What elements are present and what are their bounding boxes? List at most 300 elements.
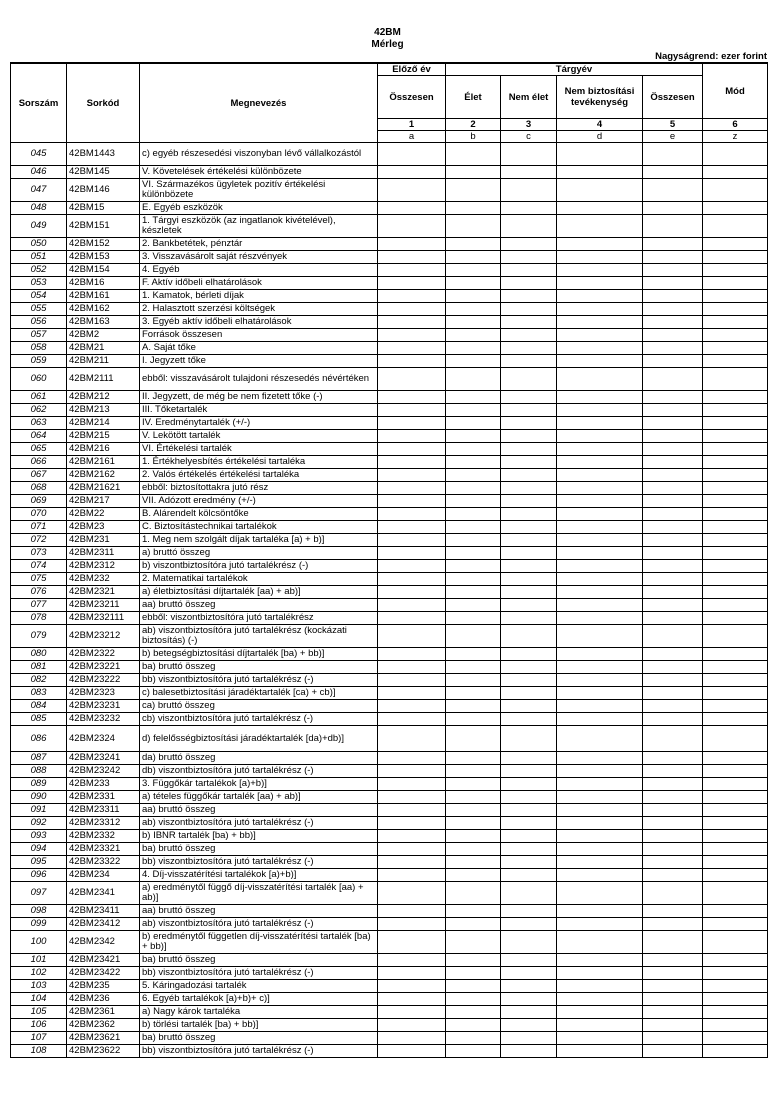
value-cell-b[interactable] — [446, 143, 501, 166]
value-cell-z[interactable] — [703, 342, 768, 355]
value-cell-d[interactable] — [557, 238, 643, 251]
value-cell-b[interactable] — [446, 316, 501, 329]
value-cell-z[interactable] — [703, 882, 768, 905]
value-cell-c[interactable] — [501, 495, 557, 508]
value-cell-z[interactable] — [703, 166, 768, 179]
value-cell-z[interactable] — [703, 612, 768, 625]
value-cell-e[interactable] — [643, 430, 703, 443]
value-cell-c[interactable] — [501, 417, 557, 430]
value-cell-a[interactable] — [378, 967, 446, 980]
value-cell-z[interactable] — [703, 674, 768, 687]
value-cell-a[interactable] — [378, 355, 446, 368]
value-cell-e[interactable] — [643, 368, 703, 391]
value-cell-d[interactable] — [557, 277, 643, 290]
value-cell-d[interactable] — [557, 417, 643, 430]
value-cell-a[interactable] — [378, 674, 446, 687]
value-cell-d[interactable] — [557, 830, 643, 843]
value-cell-c[interactable] — [501, 202, 557, 215]
value-cell-a[interactable] — [378, 456, 446, 469]
value-cell-z[interactable] — [703, 277, 768, 290]
value-cell-a[interactable] — [378, 508, 446, 521]
value-cell-c[interactable] — [501, 905, 557, 918]
value-cell-c[interactable] — [501, 869, 557, 882]
value-cell-d[interactable] — [557, 843, 643, 856]
value-cell-c[interactable] — [501, 778, 557, 791]
value-cell-a[interactable] — [378, 404, 446, 417]
value-cell-b[interactable] — [446, 469, 501, 482]
value-cell-b[interactable] — [446, 713, 501, 726]
value-cell-b[interactable] — [446, 508, 501, 521]
value-cell-a[interactable] — [378, 469, 446, 482]
value-cell-d[interactable] — [557, 980, 643, 993]
value-cell-b[interactable] — [446, 521, 501, 534]
value-cell-c[interactable] — [501, 329, 557, 342]
value-cell-e[interactable] — [643, 687, 703, 700]
value-cell-d[interactable] — [557, 674, 643, 687]
value-cell-a[interactable] — [378, 882, 446, 905]
value-cell-b[interactable] — [446, 817, 501, 830]
value-cell-c[interactable] — [501, 625, 557, 648]
value-cell-z[interactable] — [703, 215, 768, 238]
value-cell-b[interactable] — [446, 599, 501, 612]
value-cell-d[interactable] — [557, 661, 643, 674]
value-cell-b[interactable] — [446, 417, 501, 430]
value-cell-d[interactable] — [557, 303, 643, 316]
value-cell-d[interactable] — [557, 967, 643, 980]
value-cell-a[interactable] — [378, 830, 446, 843]
value-cell-c[interactable] — [501, 752, 557, 765]
value-cell-c[interactable] — [501, 482, 557, 495]
value-cell-c[interactable] — [501, 882, 557, 905]
value-cell-a[interactable] — [378, 303, 446, 316]
value-cell-e[interactable] — [643, 560, 703, 573]
value-cell-c[interactable] — [501, 547, 557, 560]
value-cell-b[interactable] — [446, 1006, 501, 1019]
value-cell-a[interactable] — [378, 166, 446, 179]
value-cell-e[interactable] — [643, 417, 703, 430]
value-cell-a[interactable] — [378, 143, 446, 166]
value-cell-d[interactable] — [557, 918, 643, 931]
value-cell-z[interactable] — [703, 521, 768, 534]
value-cell-e[interactable] — [643, 967, 703, 980]
value-cell-a[interactable] — [378, 1019, 446, 1032]
value-cell-a[interactable] — [378, 534, 446, 547]
value-cell-b[interactable] — [446, 355, 501, 368]
value-cell-a[interactable] — [378, 993, 446, 1006]
value-cell-d[interactable] — [557, 391, 643, 404]
value-cell-e[interactable] — [643, 482, 703, 495]
value-cell-a[interactable] — [378, 586, 446, 599]
value-cell-z[interactable] — [703, 830, 768, 843]
value-cell-a[interactable] — [378, 1045, 446, 1058]
value-cell-e[interactable] — [643, 469, 703, 482]
value-cell-a[interactable] — [378, 417, 446, 430]
value-cell-b[interactable] — [446, 1045, 501, 1058]
value-cell-z[interactable] — [703, 804, 768, 817]
value-cell-e[interactable] — [643, 534, 703, 547]
value-cell-b[interactable] — [446, 202, 501, 215]
value-cell-d[interactable] — [557, 954, 643, 967]
value-cell-a[interactable] — [378, 856, 446, 869]
value-cell-c[interactable] — [501, 368, 557, 391]
value-cell-d[interactable] — [557, 612, 643, 625]
value-cell-z[interactable] — [703, 508, 768, 521]
value-cell-b[interactable] — [446, 612, 501, 625]
value-cell-b[interactable] — [446, 869, 501, 882]
value-cell-z[interactable] — [703, 791, 768, 804]
value-cell-b[interactable] — [446, 251, 501, 264]
value-cell-a[interactable] — [378, 290, 446, 303]
value-cell-c[interactable] — [501, 661, 557, 674]
value-cell-c[interactable] — [501, 456, 557, 469]
value-cell-e[interactable] — [643, 648, 703, 661]
value-cell-b[interactable] — [446, 700, 501, 713]
value-cell-e[interactable] — [643, 625, 703, 648]
value-cell-d[interactable] — [557, 368, 643, 391]
value-cell-d[interactable] — [557, 1032, 643, 1045]
value-cell-c[interactable] — [501, 954, 557, 967]
value-cell-e[interactable] — [643, 547, 703, 560]
value-cell-e[interactable] — [643, 215, 703, 238]
value-cell-c[interactable] — [501, 508, 557, 521]
value-cell-b[interactable] — [446, 329, 501, 342]
value-cell-z[interactable] — [703, 967, 768, 980]
value-cell-z[interactable] — [703, 202, 768, 215]
value-cell-d[interactable] — [557, 905, 643, 918]
value-cell-z[interactable] — [703, 495, 768, 508]
value-cell-e[interactable] — [643, 661, 703, 674]
value-cell-z[interactable] — [703, 625, 768, 648]
value-cell-c[interactable] — [501, 1032, 557, 1045]
value-cell-d[interactable] — [557, 599, 643, 612]
value-cell-e[interactable] — [643, 856, 703, 869]
value-cell-c[interactable] — [501, 143, 557, 166]
value-cell-d[interactable] — [557, 856, 643, 869]
value-cell-a[interactable] — [378, 843, 446, 856]
value-cell-a[interactable] — [378, 573, 446, 586]
value-cell-e[interactable] — [643, 495, 703, 508]
value-cell-z[interactable] — [703, 264, 768, 277]
value-cell-e[interactable] — [643, 931, 703, 954]
value-cell-d[interactable] — [557, 482, 643, 495]
value-cell-z[interactable] — [703, 573, 768, 586]
value-cell-d[interactable] — [557, 931, 643, 954]
value-cell-b[interactable] — [446, 443, 501, 456]
value-cell-d[interactable] — [557, 713, 643, 726]
value-cell-z[interactable] — [703, 179, 768, 202]
value-cell-d[interactable] — [557, 342, 643, 355]
value-cell-a[interactable] — [378, 430, 446, 443]
value-cell-d[interactable] — [557, 882, 643, 905]
value-cell-b[interactable] — [446, 1019, 501, 1032]
value-cell-b[interactable] — [446, 215, 501, 238]
value-cell-e[interactable] — [643, 290, 703, 303]
value-cell-d[interactable] — [557, 251, 643, 264]
value-cell-b[interactable] — [446, 967, 501, 980]
value-cell-d[interactable] — [557, 143, 643, 166]
value-cell-e[interactable] — [643, 264, 703, 277]
value-cell-a[interactable] — [378, 391, 446, 404]
value-cell-a[interactable] — [378, 342, 446, 355]
value-cell-d[interactable] — [557, 648, 643, 661]
value-cell-a[interactable] — [378, 765, 446, 778]
value-cell-z[interactable] — [703, 391, 768, 404]
value-cell-b[interactable] — [446, 830, 501, 843]
value-cell-b[interactable] — [446, 482, 501, 495]
value-cell-z[interactable] — [703, 778, 768, 791]
value-cell-e[interactable] — [643, 342, 703, 355]
value-cell-d[interactable] — [557, 508, 643, 521]
value-cell-b[interactable] — [446, 547, 501, 560]
value-cell-d[interactable] — [557, 404, 643, 417]
value-cell-e[interactable] — [643, 599, 703, 612]
value-cell-a[interactable] — [378, 264, 446, 277]
value-cell-c[interactable] — [501, 430, 557, 443]
value-cell-c[interactable] — [501, 1019, 557, 1032]
value-cell-z[interactable] — [703, 843, 768, 856]
value-cell-d[interactable] — [557, 264, 643, 277]
value-cell-d[interactable] — [557, 573, 643, 586]
value-cell-a[interactable] — [378, 495, 446, 508]
value-cell-a[interactable] — [378, 804, 446, 817]
value-cell-z[interactable] — [703, 980, 768, 993]
value-cell-b[interactable] — [446, 993, 501, 1006]
value-cell-b[interactable] — [446, 648, 501, 661]
value-cell-c[interactable] — [501, 404, 557, 417]
value-cell-d[interactable] — [557, 430, 643, 443]
value-cell-c[interactable] — [501, 918, 557, 931]
value-cell-c[interactable] — [501, 804, 557, 817]
value-cell-c[interactable] — [501, 251, 557, 264]
value-cell-c[interactable] — [501, 560, 557, 573]
value-cell-c[interactable] — [501, 1006, 557, 1019]
value-cell-d[interactable] — [557, 355, 643, 368]
value-cell-d[interactable] — [557, 166, 643, 179]
value-cell-b[interactable] — [446, 277, 501, 290]
value-cell-b[interactable] — [446, 430, 501, 443]
value-cell-d[interactable] — [557, 993, 643, 1006]
value-cell-b[interactable] — [446, 264, 501, 277]
value-cell-e[interactable] — [643, 443, 703, 456]
value-cell-c[interactable] — [501, 238, 557, 251]
value-cell-e[interactable] — [643, 355, 703, 368]
value-cell-d[interactable] — [557, 752, 643, 765]
value-cell-d[interactable] — [557, 625, 643, 648]
value-cell-d[interactable] — [557, 329, 643, 342]
value-cell-e[interactable] — [643, 905, 703, 918]
value-cell-a[interactable] — [378, 1006, 446, 1019]
value-cell-c[interactable] — [501, 765, 557, 778]
value-cell-e[interactable] — [643, 586, 703, 599]
value-cell-d[interactable] — [557, 817, 643, 830]
value-cell-e[interactable] — [643, 238, 703, 251]
value-cell-z[interactable] — [703, 648, 768, 661]
value-cell-a[interactable] — [378, 931, 446, 954]
value-cell-b[interactable] — [446, 791, 501, 804]
value-cell-a[interactable] — [378, 752, 446, 765]
value-cell-c[interactable] — [501, 612, 557, 625]
value-cell-c[interactable] — [501, 843, 557, 856]
value-cell-b[interactable] — [446, 342, 501, 355]
value-cell-b[interactable] — [446, 882, 501, 905]
value-cell-a[interactable] — [378, 817, 446, 830]
value-cell-z[interactable] — [703, 752, 768, 765]
value-cell-z[interactable] — [703, 238, 768, 251]
value-cell-d[interactable] — [557, 765, 643, 778]
value-cell-b[interactable] — [446, 166, 501, 179]
value-cell-c[interactable] — [501, 586, 557, 599]
value-cell-e[interactable] — [643, 726, 703, 752]
value-cell-z[interactable] — [703, 456, 768, 469]
value-cell-a[interactable] — [378, 482, 446, 495]
value-cell-b[interactable] — [446, 905, 501, 918]
value-cell-a[interactable] — [378, 661, 446, 674]
value-cell-d[interactable] — [557, 869, 643, 882]
value-cell-a[interactable] — [378, 599, 446, 612]
value-cell-c[interactable] — [501, 521, 557, 534]
value-cell-a[interactable] — [378, 612, 446, 625]
value-cell-z[interactable] — [703, 1045, 768, 1058]
value-cell-a[interactable] — [378, 648, 446, 661]
value-cell-z[interactable] — [703, 143, 768, 166]
value-cell-z[interactable] — [703, 869, 768, 882]
value-cell-a[interactable] — [378, 687, 446, 700]
value-cell-b[interactable] — [446, 586, 501, 599]
value-cell-b[interactable] — [446, 980, 501, 993]
value-cell-e[interactable] — [643, 817, 703, 830]
value-cell-a[interactable] — [378, 251, 446, 264]
value-cell-z[interactable] — [703, 329, 768, 342]
value-cell-a[interactable] — [378, 238, 446, 251]
value-cell-e[interactable] — [643, 700, 703, 713]
value-cell-a[interactable] — [378, 521, 446, 534]
value-cell-z[interactable] — [703, 443, 768, 456]
value-cell-d[interactable] — [557, 791, 643, 804]
value-cell-d[interactable] — [557, 469, 643, 482]
value-cell-z[interactable] — [703, 1019, 768, 1032]
value-cell-e[interactable] — [643, 674, 703, 687]
value-cell-b[interactable] — [446, 778, 501, 791]
value-cell-c[interactable] — [501, 713, 557, 726]
value-cell-a[interactable] — [378, 443, 446, 456]
value-cell-e[interactable] — [643, 1032, 703, 1045]
value-cell-d[interactable] — [557, 290, 643, 303]
value-cell-e[interactable] — [643, 954, 703, 967]
value-cell-b[interactable] — [446, 534, 501, 547]
value-cell-z[interactable] — [703, 661, 768, 674]
value-cell-e[interactable] — [643, 752, 703, 765]
value-cell-d[interactable] — [557, 495, 643, 508]
value-cell-c[interactable] — [501, 687, 557, 700]
value-cell-e[interactable] — [643, 980, 703, 993]
value-cell-z[interactable] — [703, 918, 768, 931]
value-cell-d[interactable] — [557, 179, 643, 202]
value-cell-c[interactable] — [501, 443, 557, 456]
value-cell-a[interactable] — [378, 329, 446, 342]
value-cell-z[interactable] — [703, 905, 768, 918]
value-cell-b[interactable] — [446, 560, 501, 573]
value-cell-e[interactable] — [643, 993, 703, 1006]
value-cell-e[interactable] — [643, 277, 703, 290]
value-cell-z[interactable] — [703, 993, 768, 1006]
value-cell-e[interactable] — [643, 1045, 703, 1058]
value-cell-z[interactable] — [703, 700, 768, 713]
value-cell-b[interactable] — [446, 687, 501, 700]
value-cell-c[interactable] — [501, 700, 557, 713]
value-cell-c[interactable] — [501, 534, 557, 547]
value-cell-z[interactable] — [703, 316, 768, 329]
value-cell-d[interactable] — [557, 443, 643, 456]
value-cell-c[interactable] — [501, 817, 557, 830]
value-cell-d[interactable] — [557, 726, 643, 752]
value-cell-e[interactable] — [643, 456, 703, 469]
value-cell-e[interactable] — [643, 166, 703, 179]
value-cell-e[interactable] — [643, 573, 703, 586]
value-cell-z[interactable] — [703, 586, 768, 599]
value-cell-e[interactable] — [643, 179, 703, 202]
value-cell-a[interactable] — [378, 547, 446, 560]
value-cell-e[interactable] — [643, 303, 703, 316]
value-cell-e[interactable] — [643, 830, 703, 843]
value-cell-e[interactable] — [643, 778, 703, 791]
value-cell-e[interactable] — [643, 843, 703, 856]
value-cell-b[interactable] — [446, 726, 501, 752]
value-cell-c[interactable] — [501, 166, 557, 179]
value-cell-b[interactable] — [446, 456, 501, 469]
value-cell-z[interactable] — [703, 404, 768, 417]
value-cell-b[interactable] — [446, 625, 501, 648]
value-cell-z[interactable] — [703, 765, 768, 778]
value-cell-e[interactable] — [643, 316, 703, 329]
value-cell-e[interactable] — [643, 765, 703, 778]
value-cell-z[interactable] — [703, 560, 768, 573]
value-cell-z[interactable] — [703, 713, 768, 726]
value-cell-z[interactable] — [703, 368, 768, 391]
value-cell-a[interactable] — [378, 726, 446, 752]
value-cell-z[interactable] — [703, 817, 768, 830]
value-cell-c[interactable] — [501, 277, 557, 290]
value-cell-e[interactable] — [643, 508, 703, 521]
value-cell-c[interactable] — [501, 931, 557, 954]
value-cell-c[interactable] — [501, 791, 557, 804]
value-cell-b[interactable] — [446, 765, 501, 778]
value-cell-a[interactable] — [378, 202, 446, 215]
value-cell-b[interactable] — [446, 918, 501, 931]
value-cell-e[interactable] — [643, 1019, 703, 1032]
value-cell-a[interactable] — [378, 905, 446, 918]
value-cell-b[interactable] — [446, 238, 501, 251]
value-cell-d[interactable] — [557, 1019, 643, 1032]
value-cell-b[interactable] — [446, 368, 501, 391]
value-cell-b[interactable] — [446, 843, 501, 856]
value-cell-z[interactable] — [703, 599, 768, 612]
value-cell-z[interactable] — [703, 856, 768, 869]
value-cell-z[interactable] — [703, 547, 768, 560]
value-cell-a[interactable] — [378, 954, 446, 967]
value-cell-e[interactable] — [643, 521, 703, 534]
value-cell-c[interactable] — [501, 726, 557, 752]
value-cell-e[interactable] — [643, 251, 703, 264]
value-cell-c[interactable] — [501, 648, 557, 661]
value-cell-z[interactable] — [703, 687, 768, 700]
value-cell-b[interactable] — [446, 1032, 501, 1045]
value-cell-a[interactable] — [378, 778, 446, 791]
value-cell-b[interactable] — [446, 179, 501, 202]
value-cell-c[interactable] — [501, 993, 557, 1006]
value-cell-e[interactable] — [643, 791, 703, 804]
value-cell-z[interactable] — [703, 430, 768, 443]
value-cell-c[interactable] — [501, 1045, 557, 1058]
